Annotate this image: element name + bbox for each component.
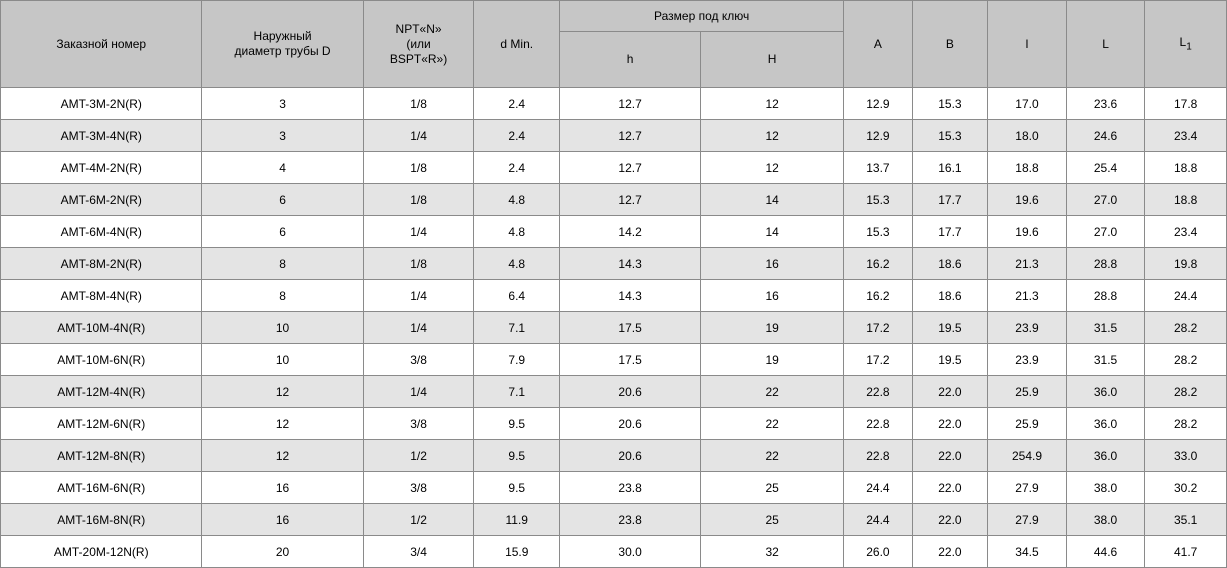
cell-outer-diameter: 4	[202, 152, 363, 184]
cell-wrench-h-big: 32	[701, 536, 844, 568]
cell-i: 27.9	[988, 472, 1067, 504]
cell-l: 44.6	[1066, 536, 1145, 568]
cell-b: 22.0	[912, 408, 988, 440]
cell-l1: 18.8	[1145, 184, 1227, 216]
cell-outer-diameter: 20	[202, 536, 363, 568]
cell-outer-diameter: 12	[202, 376, 363, 408]
cell-order-number: AMT-12M-6N(R)	[1, 408, 202, 440]
table-row	[1, 152, 1227, 184]
cell-d-min: 4.8	[474, 216, 560, 248]
cell-a: 16.2	[844, 280, 913, 312]
table-row	[1, 376, 1227, 408]
cell-d-min: 7.9	[474, 344, 560, 376]
cell-i: 25.9	[988, 376, 1067, 408]
col-header-l: L	[1066, 1, 1145, 88]
cell-wrench-h-small: 17.5	[560, 312, 701, 344]
cell-l1: 35.1	[1145, 504, 1227, 536]
col-header-d-min: d Min.	[474, 1, 560, 88]
cell-a: 17.2	[844, 312, 913, 344]
table-row	[1, 216, 1227, 248]
cell-order-number: AMT-12M-4N(R)	[1, 376, 202, 408]
col-header-wrench-h-small: h	[560, 32, 701, 88]
cell-wrench-h-big: 14	[701, 216, 844, 248]
cell-wrench-h-small: 14.3	[560, 248, 701, 280]
cell-l1: 28.2	[1145, 376, 1227, 408]
cell-order-number: AMT-4M-2N(R)	[1, 152, 202, 184]
cell-a: 15.3	[844, 184, 913, 216]
cell-wrench-h-small: 12.7	[560, 184, 701, 216]
cell-b: 15.3	[912, 88, 988, 120]
cell-l: 24.6	[1066, 120, 1145, 152]
cell-l1: 30.2	[1145, 472, 1227, 504]
cell-order-number: AMT-20M-12N(R)	[1, 536, 202, 568]
cell-d-min: 9.5	[474, 440, 560, 472]
table-row	[1, 536, 1227, 568]
cell-l: 28.8	[1066, 280, 1145, 312]
cell-l1: 18.8	[1145, 152, 1227, 184]
cell-npt: 3/8	[363, 344, 474, 376]
cell-b: 16.1	[912, 152, 988, 184]
cell-i: 254.9	[988, 440, 1067, 472]
cell-i: 23.9	[988, 312, 1067, 344]
cell-wrench-h-small: 23.8	[560, 472, 701, 504]
cell-wrench-h-small: 14.3	[560, 280, 701, 312]
cell-i: 21.3	[988, 280, 1067, 312]
cell-l1: 33.0	[1145, 440, 1227, 472]
cell-wrench-h-small: 23.8	[560, 504, 701, 536]
col-header-wrench-h-big: H	[701, 32, 844, 88]
cell-npt: 1/4	[363, 376, 474, 408]
col-header-npt	[363, 1, 474, 88]
cell-b: 22.0	[912, 376, 988, 408]
cell-order-number: AMT-16M-6N(R)	[1, 472, 202, 504]
cell-wrench-h-big: 22	[701, 376, 844, 408]
cell-order-number: AMT-3M-4N(R)	[1, 120, 202, 152]
cell-l1: 28.2	[1145, 408, 1227, 440]
cell-a: 26.0	[844, 536, 913, 568]
cell-npt: 1/4	[363, 312, 474, 344]
cell-order-number: AMT-12M-8N(R)	[1, 440, 202, 472]
cell-l1: 28.2	[1145, 344, 1227, 376]
cell-i: 17.0	[988, 88, 1067, 120]
cell-wrench-h-big: 25	[701, 472, 844, 504]
npt-line2: (или	[406, 36, 431, 51]
cell-wrench-h-small: 20.6	[560, 440, 701, 472]
cell-wrench-h-big: 22	[701, 440, 844, 472]
cell-outer-diameter: 8	[202, 248, 363, 280]
cell-npt: 1/4	[363, 280, 474, 312]
cell-npt: 1/8	[363, 248, 474, 280]
cell-a: 24.4	[844, 472, 913, 504]
cell-a: 12.9	[844, 88, 913, 120]
cell-wrench-h-big: 16	[701, 248, 844, 280]
cell-d-min: 7.1	[474, 312, 560, 344]
table-row	[1, 408, 1227, 440]
header-row-top	[1, 1, 1227, 32]
cell-npt: 1/2	[363, 504, 474, 536]
cell-l: 38.0	[1066, 472, 1145, 504]
cell-wrench-h-small: 12.7	[560, 88, 701, 120]
cell-d-min: 2.4	[474, 120, 560, 152]
cell-d-min: 6.4	[474, 280, 560, 312]
outer-diameter-line1: Наружный	[253, 29, 312, 43]
cell-i: 19.6	[988, 216, 1067, 248]
cell-a: 17.2	[844, 344, 913, 376]
cell-d-min: 9.5	[474, 408, 560, 440]
cell-wrench-h-small: 12.7	[560, 120, 701, 152]
cell-l1: 24.4	[1145, 280, 1227, 312]
cell-l: 25.4	[1066, 152, 1145, 184]
cell-wrench-h-small: 14.2	[560, 216, 701, 248]
cell-d-min: 15.9	[474, 536, 560, 568]
cell-d-min: 9.5	[474, 472, 560, 504]
cell-b: 17.7	[912, 184, 988, 216]
cell-npt: 3/8	[363, 408, 474, 440]
cell-order-number: AMT-8M-4N(R)	[1, 280, 202, 312]
cell-wrench-h-big: 12	[701, 120, 844, 152]
cell-outer-diameter: 8	[202, 280, 363, 312]
cell-npt: 1/2	[363, 440, 474, 472]
cell-d-min: 2.4	[474, 88, 560, 120]
l1-base: L	[1179, 34, 1187, 49]
table-row	[1, 504, 1227, 536]
cell-l1: 23.4	[1145, 216, 1227, 248]
cell-i: 25.9	[988, 408, 1067, 440]
cell-a: 12.9	[844, 120, 913, 152]
cell-b: 22.0	[912, 536, 988, 568]
col-header-order-number: Заказной номер	[1, 1, 202, 88]
cell-b: 18.6	[912, 280, 988, 312]
cell-l: 23.6	[1066, 88, 1145, 120]
cell-d-min: 4.8	[474, 184, 560, 216]
cell-npt: 3/8	[363, 472, 474, 504]
cell-a: 24.4	[844, 504, 913, 536]
cell-i: 21.3	[988, 248, 1067, 280]
cell-order-number: AMT-6M-2N(R)	[1, 184, 202, 216]
cell-order-number: AMT-3M-2N(R)	[1, 88, 202, 120]
cell-wrench-h-big: 12	[701, 88, 844, 120]
cell-order-number: AMT-16M-8N(R)	[1, 504, 202, 536]
cell-outer-diameter: 16	[202, 472, 363, 504]
cell-l: 36.0	[1066, 376, 1145, 408]
col-header-b: B	[912, 1, 988, 88]
table-row	[1, 312, 1227, 344]
table-body	[1, 88, 1227, 568]
cell-wrench-h-small: 20.6	[560, 376, 701, 408]
table-row	[1, 440, 1227, 472]
col-header-wrench-group: Размер под ключ	[560, 1, 844, 32]
cell-outer-diameter: 3	[202, 120, 363, 152]
cell-outer-diameter: 12	[202, 440, 363, 472]
cell-i: 34.5	[988, 536, 1067, 568]
cell-npt: 3/4	[363, 536, 474, 568]
cell-b: 18.6	[912, 248, 988, 280]
cell-wrench-h-small: 20.6	[560, 408, 701, 440]
cell-a: 13.7	[844, 152, 913, 184]
cell-i: 18.8	[988, 152, 1067, 184]
cell-order-number: AMT-8M-2N(R)	[1, 248, 202, 280]
cell-b: 15.3	[912, 120, 988, 152]
cell-b: 22.0	[912, 472, 988, 504]
cell-i: 23.9	[988, 344, 1067, 376]
cell-l: 38.0	[1066, 504, 1145, 536]
cell-npt: 1/4	[363, 216, 474, 248]
cell-l: 36.0	[1066, 408, 1145, 440]
cell-l: 28.8	[1066, 248, 1145, 280]
cell-wrench-h-big: 19	[701, 344, 844, 376]
col-header-i: l	[988, 1, 1067, 88]
cell-l: 27.0	[1066, 216, 1145, 248]
cell-d-min: 7.1	[474, 376, 560, 408]
cell-wrench-h-small: 12.7	[560, 152, 701, 184]
npt-line1: NPT«N»	[395, 21, 442, 36]
outer-diameter-line2: диаметр трубы D	[234, 44, 331, 58]
cell-outer-diameter: 10	[202, 344, 363, 376]
col-header-outer-diameter	[202, 1, 363, 88]
cell-b: 19.5	[912, 344, 988, 376]
cell-l1: 17.8	[1145, 88, 1227, 120]
table-row	[1, 88, 1227, 120]
cell-i: 27.9	[988, 504, 1067, 536]
cell-outer-diameter: 16	[202, 504, 363, 536]
col-header-l1	[1145, 1, 1227, 88]
cell-outer-diameter: 12	[202, 408, 363, 440]
cell-outer-diameter: 10	[202, 312, 363, 344]
table-row	[1, 120, 1227, 152]
cell-order-number: AMT-10M-6N(R)	[1, 344, 202, 376]
cell-l: 36.0	[1066, 440, 1145, 472]
cell-l1: 19.8	[1145, 248, 1227, 280]
cell-wrench-h-big: 14	[701, 184, 844, 216]
cell-a: 16.2	[844, 248, 913, 280]
cell-d-min: 2.4	[474, 152, 560, 184]
cell-wrench-h-big: 22	[701, 408, 844, 440]
cell-i: 19.6	[988, 184, 1067, 216]
cell-a: 22.8	[844, 440, 913, 472]
cell-l: 31.5	[1066, 344, 1145, 376]
cell-wrench-h-small: 30.0	[560, 536, 701, 568]
cell-wrench-h-big: 25	[701, 504, 844, 536]
cell-i: 18.0	[988, 120, 1067, 152]
cell-l1: 28.2	[1145, 312, 1227, 344]
npt-line3: BSPT«R»)	[389, 51, 448, 66]
l1-subscript: 1	[1186, 40, 1192, 52]
cell-order-number: AMT-10M-4N(R)	[1, 312, 202, 344]
table-row	[1, 344, 1227, 376]
cell-l1: 23.4	[1145, 120, 1227, 152]
cell-outer-diameter: 6	[202, 216, 363, 248]
cell-b: 22.0	[912, 504, 988, 536]
cell-l: 31.5	[1066, 312, 1145, 344]
table-row	[1, 184, 1227, 216]
cell-order-number: AMT-6M-4N(R)	[1, 216, 202, 248]
table-row	[1, 248, 1227, 280]
cell-wrench-h-big: 16	[701, 280, 844, 312]
col-header-a: A	[844, 1, 913, 88]
table-row	[1, 280, 1227, 312]
cell-d-min: 4.8	[474, 248, 560, 280]
cell-outer-diameter: 6	[202, 184, 363, 216]
cell-b: 17.7	[912, 216, 988, 248]
cell-npt: 1/8	[363, 184, 474, 216]
table-row	[1, 472, 1227, 504]
cell-l: 27.0	[1066, 184, 1145, 216]
cell-npt: 1/4	[363, 120, 474, 152]
cell-npt: 1/8	[363, 152, 474, 184]
cell-a: 22.8	[844, 408, 913, 440]
cell-wrench-h-big: 19	[701, 312, 844, 344]
cell-outer-diameter: 3	[202, 88, 363, 120]
cell-b: 22.0	[912, 440, 988, 472]
cell-l1: 41.7	[1145, 536, 1227, 568]
cell-a: 22.8	[844, 376, 913, 408]
cell-d-min: 11.9	[474, 504, 560, 536]
cell-a: 15.3	[844, 216, 913, 248]
cell-wrench-h-small: 17.5	[560, 344, 701, 376]
table-header	[1, 1, 1227, 88]
cell-wrench-h-big: 12	[701, 152, 844, 184]
cell-npt: 1/8	[363, 88, 474, 120]
cell-b: 19.5	[912, 312, 988, 344]
